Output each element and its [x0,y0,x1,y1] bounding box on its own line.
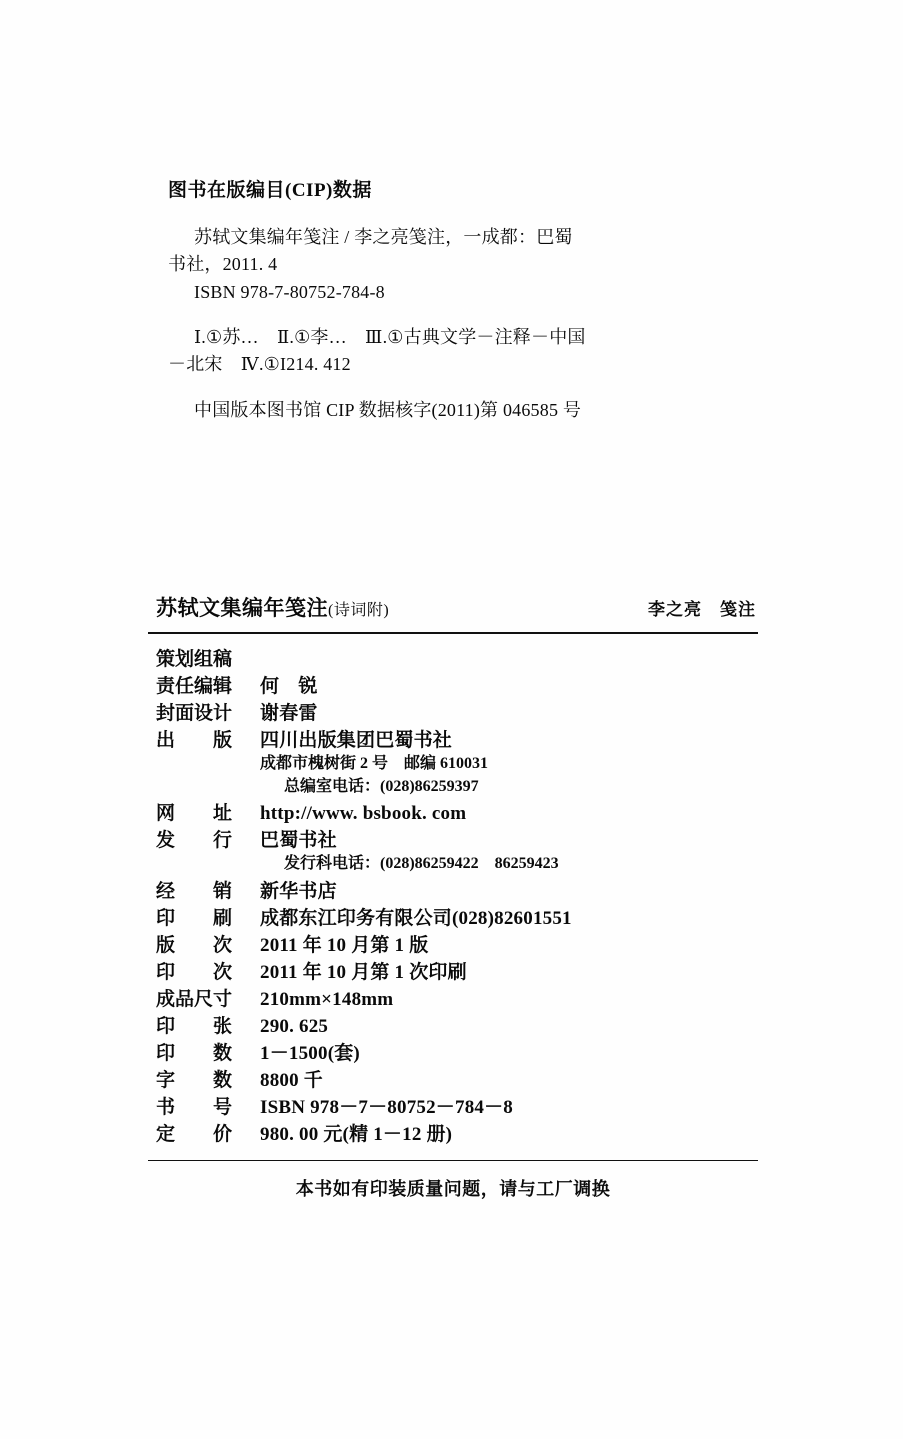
colophon-value: 何 锐 [260,676,318,697]
colophon-label: 经 销 [156,880,233,902]
colophon-value: 成都东江印务有限公司(028)82601551 [260,907,572,929]
colophon-rows [148,634,758,1160]
colophon-value: 2011 年 10 月第 1 次印刷 [260,961,467,983]
colophon-label: 印 次 [156,961,233,983]
colophon-row-impression [156,957,758,984]
colophon-label: 成品尺寸 [156,988,233,1010]
colophon-label: 网 址 [156,803,233,825]
colophon-row-sales [156,876,758,903]
colophon-author: 李之亮 笺注 [648,600,756,619]
colophon-row-word-count [156,1065,758,1092]
cip-isbn-line: ISBN 978-7-80752-784-8 [194,281,385,302]
colophon-row-edition [156,930,758,957]
distribution-phone: 发行科电话：(028)86259422 86259423 [284,855,559,873]
cip-class-line-2: －北宋 Ⅳ.①I214. 412 [168,354,351,375]
colophon-row-cover-design [156,698,758,725]
colophon-label: 发 行 [156,830,233,852]
cip-entry [168,224,768,306]
colophon-value: http://www. bsbook. com [260,803,467,825]
colophon-row-editor [156,671,758,698]
cip-block [168,175,768,424]
colophon-title [156,592,389,622]
colophon-row-isbn [156,1092,758,1119]
colophon-value: 巴蜀书社 [260,830,337,852]
colophon-row-distribution [156,825,758,852]
cip-archive-number: 中国版本图书馆 CIP 数据核字(2011)第 046585 号 [194,399,582,420]
colophon-row-planning [156,644,758,671]
colophon-title-sub: (诗词附) [328,602,390,619]
colophon-row-print-run [156,1038,758,1065]
colophon-label: 定 价 [156,1123,233,1145]
colophon-title-main: 苏轼文集编年笺注 [156,596,328,620]
colophon-block [148,592,758,1201]
colophon-label: 版 次 [156,934,233,956]
colophon-row-trim-size [156,984,758,1011]
colophon-row-sheets [156,1011,758,1038]
cip-classification [168,324,768,379]
colophon-header [148,592,758,632]
colophon-row-price [156,1119,758,1146]
colophon-value: 四川出版集团巴蜀书社 [260,730,453,751]
colophon-label: 责任编辑 [156,676,233,697]
colophon-value: 210mm×148mm [260,988,394,1010]
colophon-label: 策划组稿 [156,649,233,670]
colophon-value: 谢春雷 [260,703,318,724]
colophon-value: ISBN 978－7－80752－784－8 [260,1096,514,1118]
colophon-label: 印 张 [156,1015,233,1037]
colophon-value: 290. 625 [260,1015,329,1037]
colophon-value: 8800 千 [260,1069,323,1091]
colophon-row-publisher [156,725,758,752]
colophon-value: 980. 00 元(精 1－12 册) [260,1123,453,1145]
colophon-value: 2011 年 10 月第 1 版 [260,934,429,956]
colophon-row-printing [156,903,758,930]
colophon-row-website [156,798,758,825]
colophon-value: 新华书店 [260,880,337,902]
colophon-label: 印 刷 [156,907,233,929]
cip-entry-line-1: 苏轼文集编年笺注 / 李之亮笺注，一成都：巴蜀 [194,227,573,247]
colophon-label: 封面设计 [156,703,233,724]
colophon-label: 书 号 [156,1096,233,1118]
cip-heading: 图书在版编目(CIP)数据 [168,180,372,201]
cip-entry-line-2: 书社，2011. 4 [168,254,278,275]
colophon-label: 字 数 [156,1069,233,1091]
colophon-label: 印 数 [156,1042,233,1064]
publisher-address: 成都市槐树街 2 号 邮编 610031 [260,755,489,772]
publisher-phone: 总编室电话：(028)86259397 [284,778,479,796]
cip-class-line-1: Ⅰ.①苏… Ⅱ.①李… Ⅲ.①古典文学－注释－中国 [194,327,586,348]
colophon-value: 1－1500(套) [260,1042,360,1064]
colophon-label: 出 版 [156,730,233,751]
quality-note: 本书如有印装质量问题，请与工厂调换 [295,1178,611,1199]
